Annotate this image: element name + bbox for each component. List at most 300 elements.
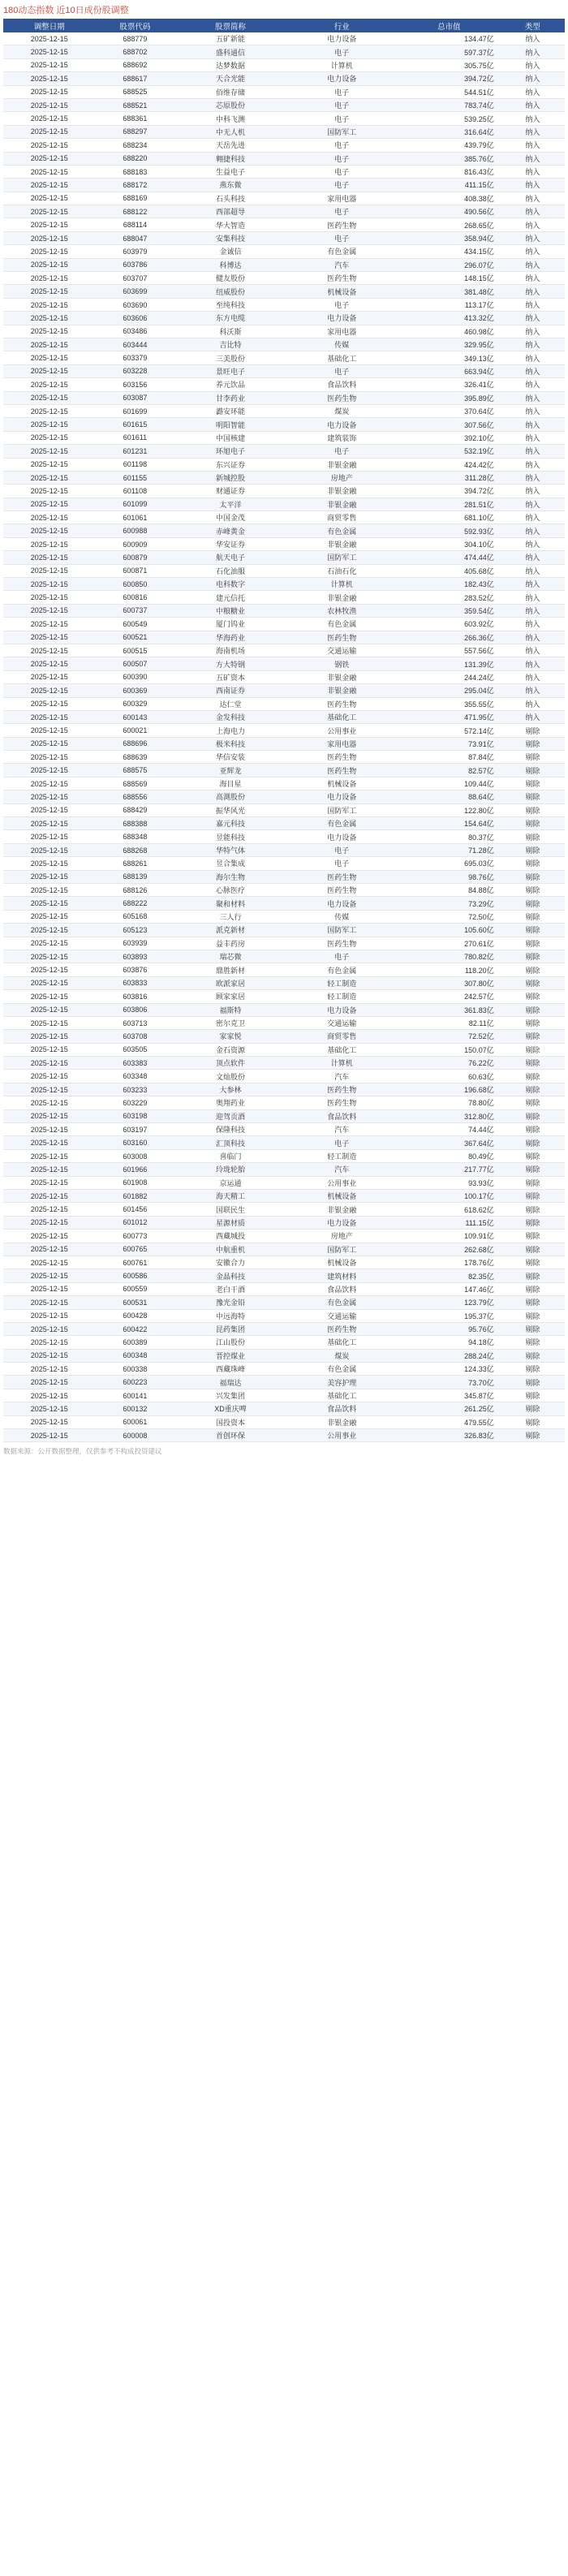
cell-marketcap: 381.48亿 [398,285,501,298]
cell-industry: 有色金属 [286,524,398,537]
cell-code: 600428 [96,1309,175,1322]
cell-type: 剔除 [501,1043,565,1056]
table-row [3,657,565,670]
cell-code: 688220 [96,152,175,165]
cell-marketcap: 113.17亿 [398,298,501,311]
cell-code: 603979 [96,245,175,258]
cell-marketcap: 109.44亿 [398,777,501,790]
cell-code: 603008 [96,1149,175,1162]
table-row [3,1269,565,1282]
cell-marketcap: 413.32亿 [398,312,501,325]
cell-date: 2025-12-15 [3,830,96,843]
cell-code: 688234 [96,139,175,152]
cell-type: 剔除 [501,1109,565,1122]
cell-name: 燕东微 [174,179,286,192]
cell-marketcap: 82.11亿 [398,1016,501,1029]
cell-marketcap: 196.68亿 [398,1083,501,1096]
cell-industry: 计算机 [286,58,398,71]
cell-name: 福斯特 [174,1003,286,1016]
table-row [3,817,565,830]
table-row [3,1189,565,1202]
cell-marketcap: 80.49亿 [398,1149,501,1162]
cell-industry: 家用电器 [286,325,398,338]
cell-name: 五矿资本 [174,670,286,683]
cell-code: 600737 [96,604,175,617]
cell-code: 688348 [96,830,175,843]
cell-code: 601231 [96,445,175,458]
cell-name: 中国金茂 [174,511,286,524]
table-row [3,591,565,604]
cell-marketcap: 603.92亿 [398,618,501,631]
table-row [3,1203,565,1216]
cell-name: 电科数字 [174,578,286,591]
cell-industry: 煤炭 [286,404,398,417]
cell-type: 纳入 [501,312,565,325]
table-row [3,1136,565,1149]
cell-name: 亚辉龙 [174,764,286,777]
cell-marketcap: 434.15亿 [398,245,501,258]
cell-date: 2025-12-15 [3,431,96,444]
cell-marketcap: 539.25亿 [398,112,501,125]
cell-marketcap: 93.93亿 [398,1176,501,1189]
cell-marketcap: 88.64亿 [398,790,501,803]
cell-type: 剔除 [501,1030,565,1043]
cell-name: 华特气体 [174,843,286,856]
cell-industry: 传媒 [286,910,398,923]
cell-date: 2025-12-15 [3,1109,96,1122]
cell-type: 纳入 [501,152,565,165]
cell-date: 2025-12-15 [3,1376,96,1389]
cell-type: 纳入 [501,431,565,444]
cell-type: 纳入 [501,511,565,524]
cell-name: 环旭电子 [174,445,286,458]
cell-name: 健友股份 [174,272,286,285]
cell-type: 纳入 [501,524,565,537]
cell-code: 600515 [96,644,175,657]
cell-date: 2025-12-15 [3,1176,96,1189]
cell-type: 剔除 [501,1322,565,1335]
cell-date: 2025-12-15 [3,445,96,458]
cell-code: 603806 [96,1003,175,1016]
cell-name: 三人行 [174,910,286,923]
cell-code: 603833 [96,976,175,989]
cell-industry: 机械设备 [286,1256,398,1269]
cell-date: 2025-12-15 [3,857,96,870]
cell-date: 2025-12-15 [3,471,96,484]
cell-marketcap: 105.60亿 [398,924,501,937]
cell-date: 2025-12-15 [3,179,96,192]
cell-marketcap: 288.24亿 [398,1349,501,1362]
cell-industry: 交通运输 [286,1309,398,1322]
table-row [3,312,565,325]
table-row [3,963,565,976]
table-row [3,1163,565,1176]
cell-marketcap: 305.75亿 [398,58,501,71]
cell-industry: 机械设备 [286,285,398,298]
cell-name: 甘李药业 [174,391,286,404]
cell-code: 603156 [96,378,175,391]
cell-name: 华大智造 [174,218,286,231]
cell-name: 顾家家居 [174,990,286,1003]
cell-marketcap: 109.91亿 [398,1230,501,1243]
cell-industry: 医药生物 [286,631,398,644]
cell-marketcap: 154.64亿 [398,817,501,830]
cell-marketcap: 295.04亿 [398,684,501,697]
cell-industry: 医药生物 [286,764,398,777]
table-row [3,524,565,537]
cell-industry: 食品饮料 [286,1282,398,1295]
cell-industry: 电子 [286,179,398,192]
table-row [3,1123,565,1136]
table-row [3,298,565,311]
cell-name: 东兴证券 [174,458,286,471]
cell-industry: 汽车 [286,258,398,271]
cell-code: 600389 [96,1336,175,1349]
cell-industry: 非银金融 [286,458,398,471]
cell-industry: 房地产 [286,1230,398,1243]
cell-industry: 电子 [286,231,398,244]
cell-name: 石头科技 [174,192,286,205]
cell-code: 601155 [96,471,175,484]
cell-industry: 非银金融 [286,591,398,604]
cell-name: 星源材质 [174,1216,286,1229]
cell-marketcap: 618.62亿 [398,1203,501,1216]
cell-type: 纳入 [501,618,565,631]
cell-name: 三美股份 [174,351,286,364]
cell-type: 剔除 [501,1070,565,1083]
cell-type: 剔除 [501,830,565,843]
cell-industry: 食品饮料 [286,1109,398,1122]
cell-name: 天合光能 [174,72,286,85]
column-header-marketcap: 总市值 [398,19,501,32]
cell-industry: 电力设备 [286,312,398,325]
cell-type: 纳入 [501,338,565,351]
cell-name: 国联民生 [174,1203,286,1216]
table-row [3,391,565,404]
cell-marketcap: 597.37亿 [398,45,501,58]
cell-marketcap: 592.93亿 [398,524,501,537]
cell-type: 剔除 [501,1415,565,1428]
cell-industry: 机械设备 [286,777,398,790]
cell-type: 纳入 [501,218,565,231]
cell-date: 2025-12-15 [3,1057,96,1070]
cell-name: 大参林 [174,1083,286,1096]
cell-date: 2025-12-15 [3,312,96,325]
cell-date: 2025-12-15 [3,897,96,910]
cell-date: 2025-12-15 [3,551,96,564]
table-row [3,1216,565,1229]
cell-date: 2025-12-15 [3,618,96,631]
cell-date: 2025-12-15 [3,338,96,351]
cell-marketcap: 345.87亿 [398,1389,501,1402]
cell-industry: 电子 [286,205,398,218]
cell-industry: 有色金属 [286,245,398,258]
cell-type: 剔除 [501,1230,565,1243]
cell-date: 2025-12-15 [3,1136,96,1149]
cell-industry: 交通运输 [286,1016,398,1029]
cell-code: 603486 [96,325,175,338]
cell-name: 海目星 [174,777,286,790]
cell-type: 纳入 [501,471,565,484]
cell-type: 剔除 [501,1189,565,1202]
cell-marketcap: 118.20亿 [398,963,501,976]
cell-type: 纳入 [501,351,565,364]
cell-code: 603816 [96,990,175,1003]
cell-marketcap: 780.82亿 [398,950,501,963]
cell-name: 高測股份 [174,790,286,803]
cell-name: 航天电子 [174,551,286,564]
cell-marketcap: 439.79亿 [398,139,501,152]
cell-code: 600348 [96,1349,175,1362]
table-row [3,1109,565,1122]
cell-industry: 医药生物 [286,870,398,883]
cell-name: 老白干酒 [174,1282,286,1295]
cell-marketcap: 281.51亿 [398,498,501,510]
table-row [3,1402,565,1415]
table-row [3,1230,565,1243]
table-row [3,1030,565,1043]
cell-name: 奥翔药业 [174,1096,286,1109]
table-row [3,1043,565,1056]
cell-marketcap: 124.33亿 [398,1363,501,1376]
cell-type: 纳入 [501,179,565,192]
cell-industry: 公用事业 [286,1176,398,1189]
cell-marketcap: 150.07亿 [398,1043,501,1056]
cell-date: 2025-12-15 [3,963,96,976]
cell-name: 福瑞达 [174,1376,286,1389]
cell-industry: 交通运输 [286,644,398,657]
table-row [3,578,565,591]
cell-code: 688556 [96,790,175,803]
cell-type: 纳入 [501,364,565,377]
cell-name: 盛科通信 [174,45,286,58]
cell-type: 剔除 [501,990,565,1003]
cell-type: 纳入 [501,192,565,205]
table-row [3,1296,565,1309]
cell-name: 鼎胜新材 [174,963,286,976]
cell-industry: 电子 [286,45,398,58]
cell-industry: 非银金融 [286,537,398,550]
column-header-name: 股票简称 [174,19,286,32]
cell-type: 纳入 [501,139,565,152]
cell-code: 600141 [96,1389,175,1402]
cell-code: 603786 [96,258,175,271]
table-row [3,1256,565,1269]
cell-date: 2025-12-15 [3,1043,96,1056]
cell-industry: 电力设备 [286,790,398,803]
table-row [3,125,565,138]
cell-industry: 美容护理 [286,1376,398,1389]
cell-date: 2025-12-15 [3,591,96,604]
cell-date: 2025-12-15 [3,710,96,723]
cell-marketcap: 80.37亿 [398,830,501,843]
cell-industry: 有色金属 [286,1296,398,1309]
cell-code: 688569 [96,777,175,790]
cell-marketcap: 123.79亿 [398,1296,501,1309]
cell-name: 金晶科技 [174,1269,286,1282]
cell-code: 601882 [96,1189,175,1202]
cell-name: 天岳先进 [174,139,286,152]
cell-name: 厦门钨业 [174,618,286,631]
cell-name: 安徽合力 [174,1256,286,1269]
cell-code: 603606 [96,312,175,325]
table-row [3,112,565,125]
table-row [3,710,565,723]
table-row [3,1083,565,1096]
table-row [3,618,565,631]
cell-type: 剔除 [501,817,565,830]
cell-code: 600909 [96,537,175,550]
cell-type: 剔除 [501,1203,565,1216]
cell-type: 纳入 [501,285,565,298]
cell-code: 603198 [96,1109,175,1122]
cell-type: 剔除 [501,884,565,897]
table-row [3,1389,565,1402]
cell-industry: 电力设备 [286,1003,398,1016]
table-row [3,485,565,498]
cell-marketcap: 195.37亿 [398,1309,501,1322]
cell-industry: 电力设备 [286,897,398,910]
table-row [3,724,565,737]
cell-name: 建元信托 [174,591,286,604]
cell-industry: 电子 [286,1136,398,1149]
table-row [3,1282,565,1295]
cell-name: 家家悦 [174,1030,286,1043]
cell-industry: 基础化工 [286,1389,398,1402]
cell-type: 纳入 [501,245,565,258]
cell-industry: 电子 [286,445,398,458]
table-row [3,165,565,178]
cell-date: 2025-12-15 [3,884,96,897]
cell-industry: 有色金属 [286,618,398,631]
cell-marketcap: 122.80亿 [398,803,501,816]
cell-code: 688429 [96,803,175,816]
table-row [3,179,565,192]
cell-industry: 电子 [286,85,398,98]
cell-date: 2025-12-15 [3,631,96,644]
cell-industry: 医药生物 [286,391,398,404]
table-row [3,990,565,1003]
cell-name: 西藏城投 [174,1230,286,1243]
cell-date: 2025-12-15 [3,165,96,178]
cell-code: 603876 [96,963,175,976]
cell-industry: 非银金融 [286,485,398,498]
cell-marketcap: 311.28亿 [398,471,501,484]
cell-industry: 商贸零售 [286,1030,398,1043]
table-row [3,418,565,431]
cell-marketcap: 395.89亿 [398,391,501,404]
cell-marketcap: 349.13亿 [398,351,501,364]
cell-industry: 非银金融 [286,670,398,683]
cell-date: 2025-12-15 [3,1415,96,1428]
cell-date: 2025-12-15 [3,1256,96,1269]
cell-name: 明阳智能 [174,418,286,431]
cell-name: 海南机场 [174,644,286,657]
cell-name: 西南证券 [174,684,286,697]
cell-name: 华安证券 [174,537,286,550]
cell-type: 剔除 [501,1016,565,1029]
cell-type: 剔除 [501,764,565,777]
cell-name: 金石资源 [174,1043,286,1056]
cell-code: 601611 [96,431,175,444]
cell-type: 剔除 [501,950,565,963]
cell-industry: 建筑材料 [286,1269,398,1282]
cell-date: 2025-12-15 [3,1083,96,1096]
cell-marketcap: 572.14亿 [398,724,501,737]
cell-type: 剔除 [501,1057,565,1070]
cell-code: 600338 [96,1363,175,1376]
cell-type: 剔除 [501,910,565,923]
cell-name: 喜临门 [174,1149,286,1162]
cell-date: 2025-12-15 [3,950,96,963]
table-row [3,98,565,111]
cell-date: 2025-12-15 [3,1282,96,1295]
cell-marketcap: 84.88亿 [398,884,501,897]
cell-industry: 食品饮料 [286,378,398,391]
cell-type: 剔除 [501,724,565,737]
cell-date: 2025-12-15 [3,976,96,989]
cell-name: 中粮糖业 [174,604,286,617]
table-row [3,697,565,710]
cell-code: 600761 [96,1256,175,1269]
cell-marketcap: 479.55亿 [398,1415,501,1428]
cell-code: 600507 [96,657,175,670]
cell-date: 2025-12-15 [3,990,96,1003]
cell-marketcap: 78.80亿 [398,1096,501,1109]
cell-code: 688122 [96,205,175,218]
cell-marketcap: 681.10亿 [398,511,501,524]
table-row [3,976,565,989]
cell-code: 688521 [96,98,175,111]
cell-type: 剔除 [501,1402,565,1415]
cell-industry: 家用电器 [286,737,398,750]
cell-industry: 电子 [286,152,398,165]
table-row [3,897,565,910]
cell-type: 纳入 [501,391,565,404]
column-header-type: 类型 [501,19,565,32]
cell-type: 纳入 [501,298,565,311]
cell-industry: 轻工制造 [286,976,398,989]
cell-marketcap: 268.65亿 [398,218,501,231]
table-row [3,1376,565,1389]
cell-marketcap: 424.42亿 [398,458,501,471]
cell-type: 剔除 [501,1389,565,1402]
table-row [3,458,565,471]
cell-industry: 电子 [286,139,398,152]
cell-date: 2025-12-15 [3,404,96,417]
cell-code: 688183 [96,165,175,178]
cell-name: 益丰药房 [174,937,286,950]
cell-industry: 医药生物 [286,1096,398,1109]
cell-date: 2025-12-15 [3,1309,96,1322]
cell-industry: 医药生物 [286,697,398,710]
cell-type: 剔除 [501,751,565,764]
cell-type: 纳入 [501,125,565,138]
cell-type: 剔除 [501,1083,565,1096]
cell-type: 纳入 [501,231,565,244]
cell-date: 2025-12-15 [3,98,96,111]
cell-marketcap: 60.63亿 [398,1070,501,1083]
cell-marketcap: 474.44亿 [398,551,501,564]
cell-name: 江山股份 [174,1336,286,1349]
cell-code: 605123 [96,924,175,937]
cell-marketcap: 262.68亿 [398,1243,501,1256]
cell-industry: 电子 [286,112,398,125]
cell-name: 五矿新能 [174,32,286,45]
cell-type: 纳入 [501,710,565,723]
cell-marketcap: 394.72亿 [398,72,501,85]
cell-name: 国投资本 [174,1415,286,1428]
